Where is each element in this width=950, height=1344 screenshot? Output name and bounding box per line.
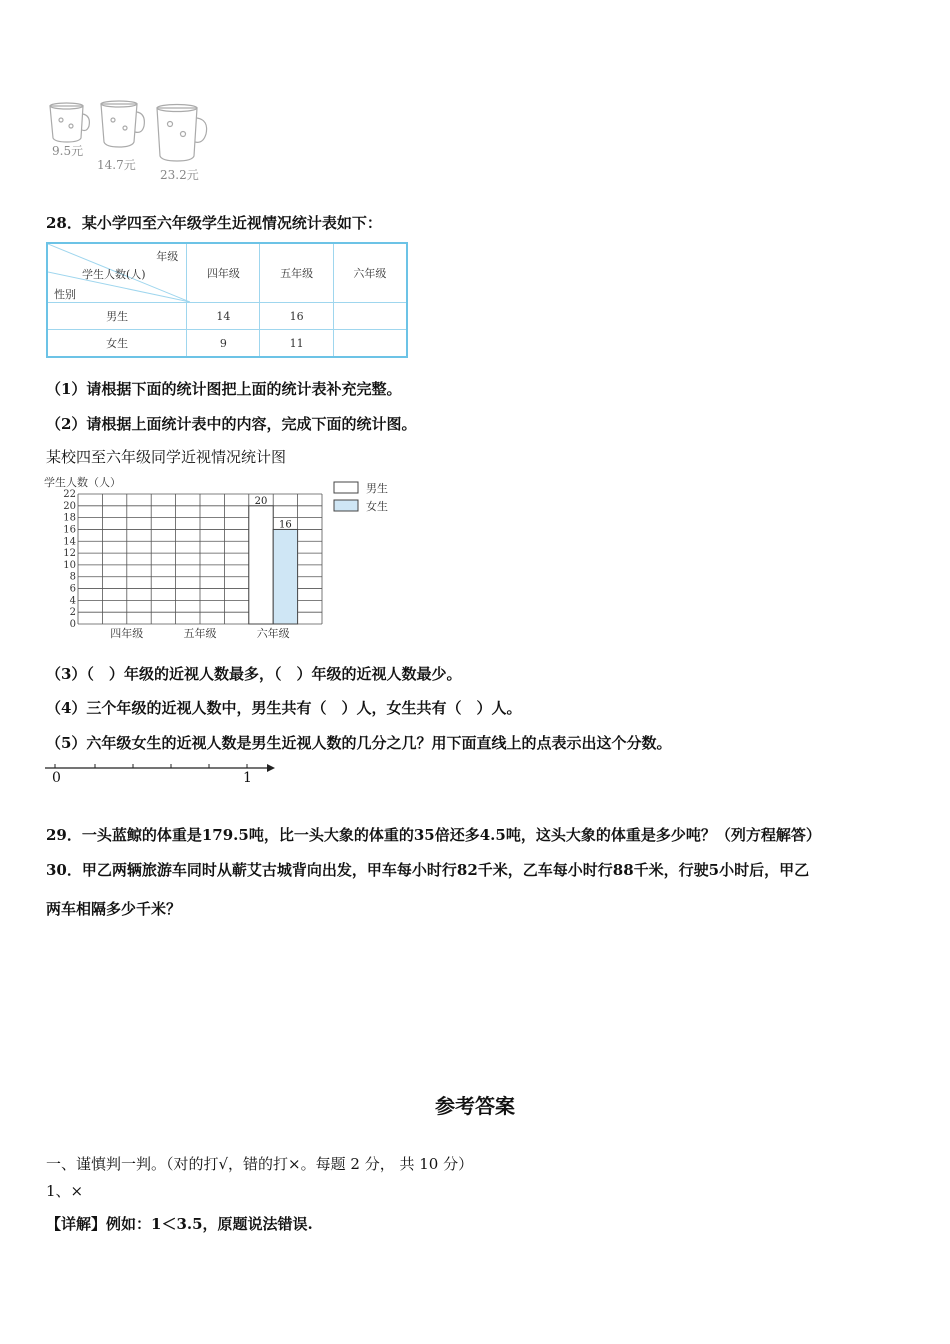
col-header: 四年级 xyxy=(187,243,260,303)
q28-sub4: （4）三个年级的近视人数中，男生共有（ ）人，女生共有（ ）人。 xyxy=(46,699,522,717)
y-tick-label: 18 xyxy=(63,512,76,524)
q28-sub3: （3）（ ）年级的近视人数最多，（ ）年级的近视人数最少。 xyxy=(46,665,462,683)
stat-table xyxy=(46,242,408,358)
legend-swatch xyxy=(334,500,358,511)
cup-price-2: 14.7元 xyxy=(97,158,136,172)
table-row xyxy=(47,330,407,358)
corner-top-label: 年级 xyxy=(156,250,179,263)
y-tick-label: 14 xyxy=(63,536,76,548)
y-tick-label: 8 xyxy=(69,571,76,583)
q28-sub5: （5）六年级女生的近视人数是男生近视人数的几分之几？用下面直线上的点表示出这个分数。 xyxy=(46,734,672,752)
q30-line2: 两车相隔多少千米？ xyxy=(46,900,182,918)
col-header: 六年级 xyxy=(333,243,407,303)
table-cell: 14 xyxy=(187,303,260,330)
table-corner-cell xyxy=(47,243,187,303)
legend-swatch xyxy=(334,482,358,493)
answers-section1: 一、谨慎判一判。（对的打√，错的打×。每题 2 分， 共 10 分） xyxy=(46,1155,474,1173)
q29: 29．一头蓝鲸的体重是179.5吨，比一头大象的体重的35倍还多4.5吨，这头大象的体重是多少吨？（列方程解答） xyxy=(46,826,821,844)
table-cell: 9 xyxy=(187,330,260,358)
y-tick-label: 16 xyxy=(63,524,76,536)
corner-bottom-label: 性别 xyxy=(54,288,76,301)
legend-label: 男生 xyxy=(366,482,388,495)
answers-title: 参考答案 xyxy=(435,1094,515,1118)
y-tick-label: 20 xyxy=(63,500,76,512)
bar-data-label: 16 xyxy=(279,519,292,531)
chart-title: 某校四至六年级同学近视情况统计图 xyxy=(46,448,287,466)
q28-sub2: （2）请根据上面统计表中的内容，完成下面的统计图。 xyxy=(46,415,417,433)
table-cell: 16 xyxy=(260,303,333,330)
y-tick-label: 12 xyxy=(63,548,76,560)
row-label: 女生 xyxy=(47,330,187,358)
bar xyxy=(273,529,297,624)
answers-detail1: 【详解】例如：1＜3.5，原题说法错误. xyxy=(46,1215,313,1233)
col-header: 五年级 xyxy=(260,243,333,303)
q28-sub1: （1）请根据下面的统计图把上面的统计表补充完整。 xyxy=(46,380,402,398)
bar-data-label: 20 xyxy=(254,495,268,507)
x-tick-label: 五年级 xyxy=(183,627,217,640)
bar-chart xyxy=(40,474,400,648)
number-line-start: 0 xyxy=(52,770,61,786)
row-label: 男生 xyxy=(47,303,187,330)
bar xyxy=(249,506,273,624)
y-tick-label: 0 xyxy=(69,619,76,630)
cup-price-1: 9.5元 xyxy=(52,144,84,158)
table-cell: 11 xyxy=(260,330,333,358)
y-tick-label: 2 xyxy=(69,607,76,619)
x-tick-label: 六年级 xyxy=(256,627,290,640)
table-row xyxy=(47,303,407,330)
q30-line1: 30．甲乙两辆旅游车同时从蕲艾古城背向出发，甲车每小时行82千米，乙车每小时行88千米，行驶5小时后，甲乙 xyxy=(46,861,810,879)
y-axis-label: 学生人数（人） xyxy=(44,476,121,489)
table-cell-blank xyxy=(333,303,407,330)
corner-middle-label: 学生人数(人) xyxy=(82,268,146,281)
y-tick-label: 4 xyxy=(69,595,76,607)
y-tick-label: 22 xyxy=(63,489,76,500)
number-line-end: 1 xyxy=(243,770,252,786)
q28-title: 28．某小学四至六年级学生近视情况统计表如下： xyxy=(46,214,382,232)
y-tick-label: 6 xyxy=(69,583,76,595)
y-tick-label: 10 xyxy=(63,559,76,571)
cup-price-3: 23.2元 xyxy=(160,168,199,182)
x-tick-label: 四年级 xyxy=(110,627,144,640)
table-cell-blank xyxy=(333,330,407,358)
chart-svg xyxy=(40,474,400,644)
legend-label: 女生 xyxy=(366,500,388,513)
answers-item1: 1、× xyxy=(46,1182,84,1200)
